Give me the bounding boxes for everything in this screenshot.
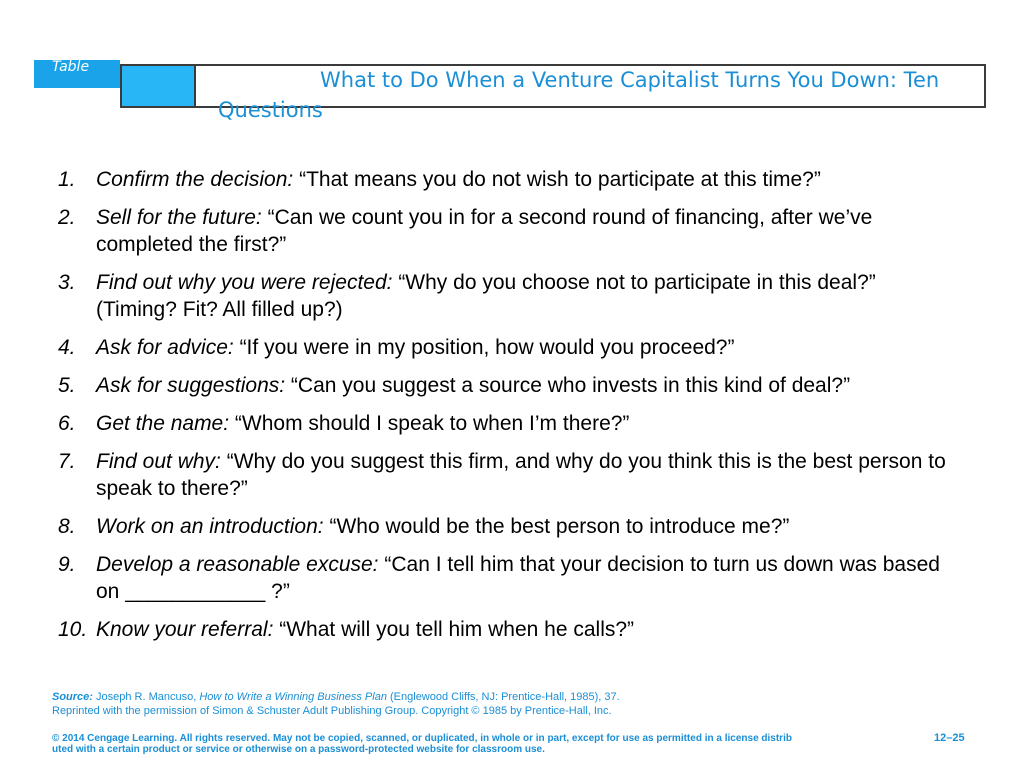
list-item-number: 8. <box>58 515 76 538</box>
list-item-text: “That means you do not wish to participate at this time?” <box>293 168 821 191</box>
list-item <box>58 166 958 193</box>
table-tab <box>34 60 120 88</box>
list-item-number: 3. <box>58 271 76 294</box>
list-item-number: 4. <box>58 336 76 359</box>
list-item-text: “Why do you suggest this firm, and why do you think this is the best person to speak to there?” <box>96 450 946 500</box>
source-line-1 <box>52 690 620 704</box>
source-details: (Englewood Cliffs, NJ: Prentice-Hall, 1985), 37. <box>386 691 620 703</box>
source-book-title: How to Write a Winning Business Plan <box>199 691 387 703</box>
list-item-text: “Why do you choose not to participate in this deal?” (Timing? Fit? All filled up?) <box>96 271 876 321</box>
list-item-number: 2. <box>58 206 76 229</box>
table-number-box <box>122 66 196 106</box>
list-item <box>58 410 958 437</box>
list-item-text: “Can I tell him that your decision to turn us down was based on ____________ ?” <box>96 553 940 603</box>
table-tab-label: Table <box>52 59 90 75</box>
source-label: Source: <box>52 691 93 703</box>
list-item-lead: Ask for advice: <box>96 336 234 359</box>
source-line-2: Reprinted with the permission of Simon & Schuster Adult Publishing Group. Copyright © 1985 by Prentice-Hall, Inc. <box>52 705 612 717</box>
list-item-lead: Develop a reasonable excuse: <box>96 553 379 576</box>
list-item-lead: Confirm the decision: <box>96 168 294 191</box>
list-item <box>58 448 958 502</box>
list-item <box>58 204 958 258</box>
source-author: Joseph R. Mancuso, <box>92 691 200 703</box>
list-item-text: “Whom should I speak to when I’m there?” <box>229 412 630 435</box>
list-item-number: 10. <box>58 618 88 641</box>
list-item <box>58 616 958 643</box>
list-item-lead: Sell for the future: <box>96 206 262 229</box>
list-item <box>58 269 958 323</box>
source-citation <box>52 690 620 718</box>
list-item-number: 1. <box>58 168 76 191</box>
list-item-lead: Know your referral: <box>96 618 274 641</box>
list-item-lead: Ask for suggestions: <box>96 374 286 397</box>
list-item-lead: Find out why: <box>96 450 221 473</box>
list-item <box>58 372 958 399</box>
list-item <box>58 551 958 605</box>
list-item-number: 6. <box>58 412 76 435</box>
list-item-text: “Can you suggest a source who invests in this kind of deal?” <box>285 374 851 397</box>
questions-list <box>58 166 958 654</box>
list-item-text: “If you were in my position, how would you proceed?” <box>233 336 735 359</box>
page-number: 12–25 <box>934 732 965 744</box>
page-title: What to Do When a Venture Capitalist Turns You Down: Ten Questions <box>218 68 940 122</box>
list-item-number: 7. <box>58 450 76 473</box>
list-item-number: 5. <box>58 374 76 397</box>
list-item <box>58 334 958 361</box>
list-item-text: “Can we count you in for a second round of financing, after we’ve completed the first?” <box>96 206 873 256</box>
copyright-notice: © 2014 Cengage Learning. All rights reserved. May not be copied, scanned, or duplicated, in whole or in part, except for use as permitted in a license distributed with a certain product or service or otherwise on a password-protected website for classroom use. <box>52 733 792 755</box>
list-item-lead: Find out why you were rejected: <box>96 271 393 294</box>
list-item-lead: Work on an introduction: <box>96 515 324 538</box>
list-item-lead: Get the name: <box>96 412 230 435</box>
list-item-number: 9. <box>58 553 76 576</box>
list-item-text: “What will you tell him when he calls?” <box>273 618 635 641</box>
list-item <box>58 513 958 540</box>
list-item-text: “Who would be the best person to introduce me?” <box>323 515 790 538</box>
